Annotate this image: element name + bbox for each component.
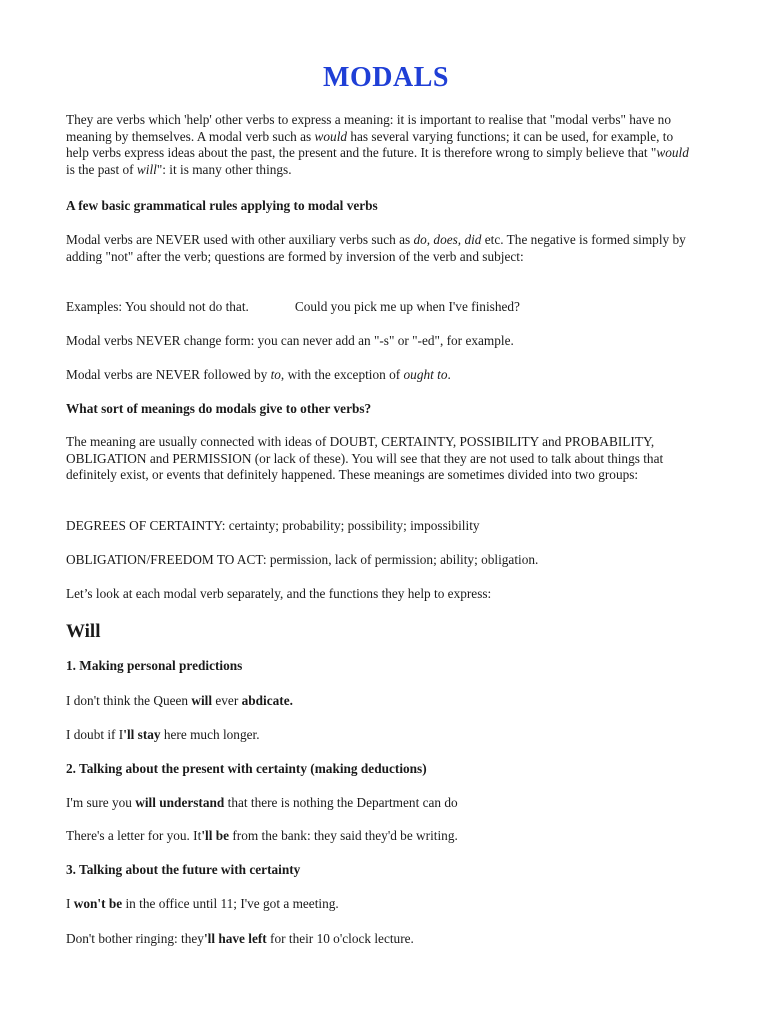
- examples-line: Examples: You should not do that. Could you pick me up when I've finished?: [66, 299, 520, 314]
- will-example-3-1: I won't be in the office until 11; I've got a meeting.: [66, 896, 339, 911]
- obligation-freedom: OBLIGATION/FREEDOM TO ACT: permission, lack of permission; ability; obligation.: [66, 552, 539, 567]
- will-example-3-2: Don't bother ringing: they'll have left for their 10 o'clock lecture.: [66, 931, 414, 946]
- will-section-2-heading: 2. Talking about the present with certainty (making deductions): [66, 761, 427, 776]
- each-modal-intro: Let’s look at each modal verb separately, and the functions they help to express:: [66, 586, 492, 601]
- meanings-paragraph: The meaning are usually connected with ideas of DOUBT, CERTAINTY, POSSIBILITY and PROBABILITY, OBLIGATION and PERMISSION (or lack of these). You will see that they are not used to talk about things that definitely exist, or events that definitely happened. These meanings are sometimes divided into two groups:: [66, 434, 664, 482]
- rules-paragraph-to: Modal verbs are NEVER followed by to, with the exception of ought to.: [66, 367, 451, 382]
- rules-paragraph-form: Modal verbs NEVER change form: you can never add an "-s" or "-ed", for example.: [66, 333, 514, 348]
- rules-heading: A few basic grammatical rules applying to modal verbs: [66, 198, 378, 213]
- rules-paragraph-auxiliary: Modal verbs are NEVER used with other auxiliary verbs such as do, does, did etc. The negative is formed simply by adding "not" after the verb; questions are formed by inversion of the verb and subject:: [66, 232, 686, 264]
- will-section-3-heading: 3. Talking about the future with certainty: [66, 862, 301, 877]
- page-title: MODALS: [323, 62, 449, 93]
- will-section-1-heading: 1. Making personal predictions: [66, 658, 243, 673]
- intro-paragraph: They are verbs which 'help' other verbs to express a meaning: it is important to realise that "modal verbs" have no meaning by themselves. A modal verb such as would has several varying functions; it can be used, for example, to help verbs express ideas about the past, the present and the future. It is therefore wrong to simply believe that "would is the past of will": it is many other things.: [66, 112, 689, 177]
- will-example-2-2: There's a letter for you. It'll be from the bank: they said they'd be writing.: [66, 828, 458, 843]
- meanings-heading: What sort of meanings do modals give to other verbs?: [66, 401, 372, 416]
- degrees-of-certainty: DEGREES OF CERTAINTY: certainty; probability; possibility; impossibility: [66, 518, 480, 533]
- will-example-2-1: I'm sure you will understand that there is nothing the Department can do: [66, 795, 458, 810]
- will-example-1-1: I don't think the Queen will ever abdicate.: [66, 693, 293, 708]
- will-heading: Will: [66, 621, 101, 642]
- will-example-1-2: I doubt if I'll stay here much longer.: [66, 727, 260, 742]
